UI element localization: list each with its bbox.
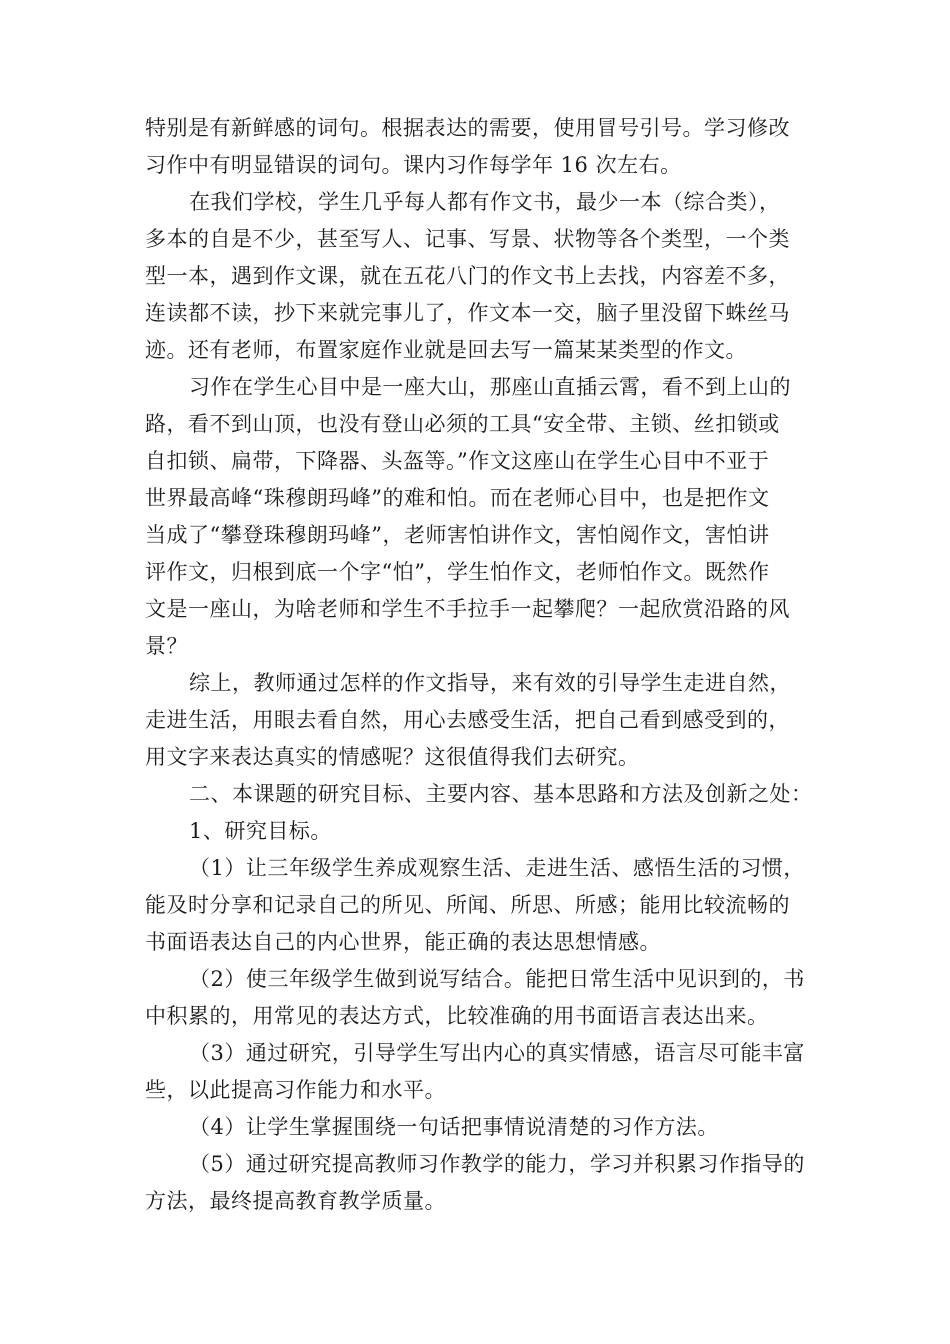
text-line: 习作中有明显错误的词句。课内习作每学年 16 次左右。 [145, 153, 682, 177]
list-item-start-line: （3）通过研究，引导学生写出内心的真实情感，语言尽可能丰富 [189, 1041, 805, 1065]
text-line: 走进生活，用眼去看自然，用心去感受生活，把自己看到感受到的， [145, 708, 790, 732]
paragraph-start-line: 综上，教师通过怎样的作文指导，来有效的引导学生走进自然， [189, 671, 791, 695]
text-line: 景？ [145, 634, 188, 658]
text-line: 世界最高峰“珠穆朗玛峰”的难和怕。而在老师心目中，也是把作文 [145, 486, 770, 510]
text-line: 评作文，归根到底一个字“怕”，学生怕作文，老师怕作文。既然作 [145, 560, 770, 584]
text-line: 多本的自是不少，甚至写人、记事、写景、状物等各个类型，一个类 [145, 227, 790, 251]
list-item-start-line: （2）使三年级学生做到说写结合。能把日常生活中见识到的，书 [189, 967, 805, 991]
subsection-heading: 1、研究目标。 [189, 819, 332, 843]
text-line: 书面语表达自己的内心世界，能正确的表达思想情感。 [145, 930, 661, 954]
text-line: 型一本，遇到作文课，就在五花八门的作文书上去找，内容差不多， [145, 264, 790, 288]
body-text [145, 110, 815, 1220]
text-line: 用文字来表达真实的情感呢？这很值得我们去研究。 [145, 745, 640, 769]
section-heading: 二、本课题的研究目标、主要内容、基本思路和方法及创新之处： [189, 782, 813, 806]
list-item-start-line: （5）通过研究提高教师习作教学的能力，学习并积累习作指导的 [189, 1152, 805, 1176]
text-line: 中积累的，用常见的表达方式，比较准确的用书面语言表达出来。 [145, 1004, 769, 1028]
text-line: 连读都不读，抄下来就完事儿了，作文本一交，脑子里没留下蛛丝马 [145, 301, 790, 325]
text-line: 方法，最终提高教育教学质量。 [145, 1189, 446, 1213]
list-item-start-line: （1）让三年级学生养成观察生活、走进生活、感悟生活的习惯， [189, 856, 805, 880]
text-line: 迹。还有老师，布置家庭作业就是回去写一篇某某类型的作文。 [145, 338, 747, 362]
list-item-start-line: （4）让学生掌握围绕一句话把事情说清楚的习作方法。 [189, 1115, 719, 1139]
text-line: 路，看不到山顶，也没有登山必须的工具“安全带、主锁、丝扣锁或 [145, 412, 780, 436]
text-line: 当成了“攀登珠穆朗玛峰”，老师害怕讲作文，害怕阅作文，害怕讲 [145, 523, 770, 547]
text-line: 些，以此提高习作能力和水平。 [145, 1078, 446, 1102]
paragraph-start-line: 在我们学校，学生几乎每人都有作文书，最少一本（综合类）， [189, 190, 781, 214]
text-line: 特别是有新鲜感的词句。根据表达的需要，使用冒号引号。学习修改 [145, 116, 790, 140]
text-line: 文是一座山，为啥老师和学生不手拉手一起攀爬？一起欣赏沿路的风 [145, 597, 790, 621]
paragraph-start-line: 习作在学生心目中是一座大山，那座山直插云霄，看不到上山的 [189, 375, 791, 399]
text-line: 能及时分享和记录自己的所见、所闻、所思、所感；能用比较流畅的 [145, 893, 790, 917]
text-line: 自扣锁、扁带，下降器、头盔等。”作文这座山在学生心目中不亚于 [145, 449, 770, 473]
